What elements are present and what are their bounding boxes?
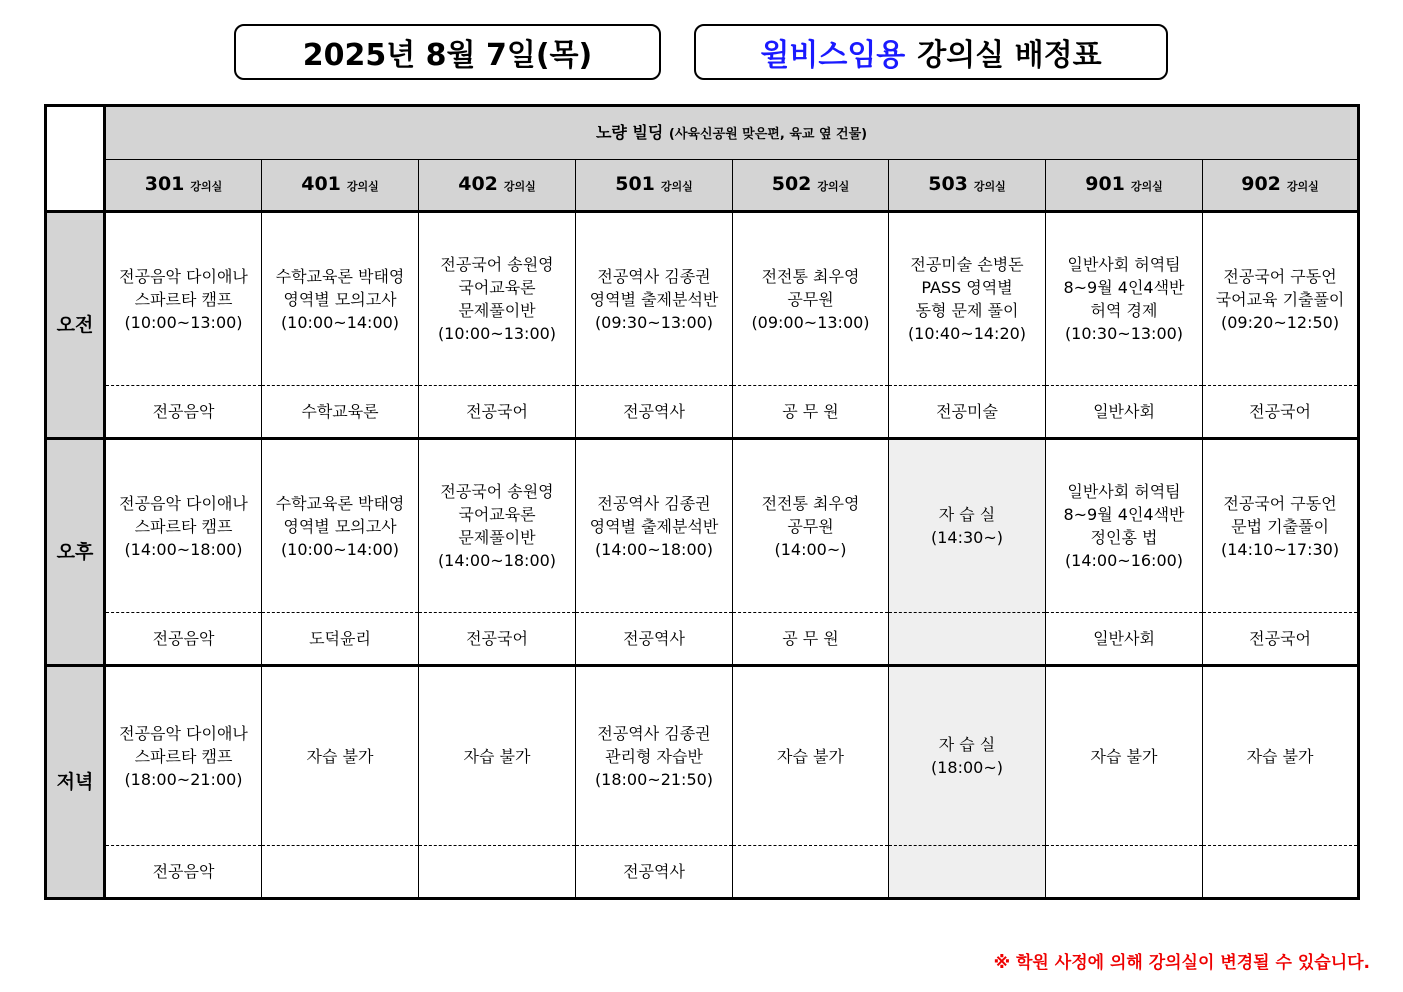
room-suffix: 강의실 [973, 179, 1006, 193]
subject-row [46, 846, 1359, 899]
room-suffix: 강의실 [817, 179, 850, 193]
building-note: (사육신공원 맞은편, 육교 옆 건물) [668, 126, 868, 142]
room-number: 502 [771, 172, 812, 195]
subject-cell-503 [889, 846, 1046, 899]
class-cell-301 [105, 666, 262, 846]
class-cell-902 [1203, 666, 1359, 846]
room-number: 402 [458, 172, 498, 195]
subject-cell-503: 전공미술 [889, 386, 1046, 439]
class-cell-901 [1046, 439, 1203, 613]
class-info-line: 전공국어 구동언 [1223, 266, 1337, 286]
subject-cell-301: 전공음악 [105, 846, 262, 899]
class-info-line: (14:30~) [931, 528, 1003, 547]
room-number: 401 [301, 172, 341, 195]
class-row [46, 439, 1359, 613]
class-info-line: 정인홍 법 [1090, 528, 1158, 547]
building-header [105, 106, 1359, 160]
class-info-line: (09:30~13:00) [594, 312, 714, 332]
subject-cell-901: 일반사회 [1046, 613, 1203, 666]
class-info-line: 영역별 모의고사 [283, 516, 397, 536]
subject-cell-902 [1203, 846, 1359, 899]
date-title-box [234, 24, 661, 80]
subject-cell-501: 전공역사 [576, 613, 733, 666]
class-info-line: 자 습 실 [938, 505, 996, 524]
class-info-line: 스파르타 캠프 [134, 516, 233, 536]
class-info-line: 공무원 [787, 289, 834, 309]
subject-cell-402: 전공국어 [419, 613, 576, 666]
subject-row [46, 613, 1359, 666]
class-info-line: 전공역사 김종권 [597, 723, 711, 743]
class-info-line: (18:00~) [931, 758, 1003, 777]
room-suffix: 강의실 [1130, 179, 1163, 193]
room-suffix: 강의실 [346, 179, 379, 193]
class-cell-503 [889, 439, 1046, 613]
subject-cell-301: 전공음악 [105, 613, 262, 666]
class-info-line: (18:00~21:50) [594, 769, 714, 789]
class-info-line: 전공미술 손병돈 [910, 255, 1024, 274]
room-number: 503 [928, 172, 968, 195]
class-info-line: 관리형 자습반 [605, 746, 703, 766]
class-info-line: (14:00~18:00) [124, 539, 243, 559]
class-cell-301 [105, 212, 262, 386]
period-label: 오전 [46, 212, 105, 439]
main-title-box [694, 24, 1168, 80]
subject-cell-501: 전공역사 [576, 386, 733, 439]
room-suffix: 강의실 [660, 179, 693, 193]
class-cell-401 [262, 666, 419, 846]
class-info-line: 자 습 실 [938, 735, 996, 754]
room-header-503 [889, 160, 1046, 212]
class-info-line: 자습 불가 [1090, 746, 1158, 766]
class-info-line: (10:00~14:00) [280, 539, 400, 559]
class-info-line: (14:10~17:30) [1220, 539, 1340, 559]
subject-row [46, 386, 1359, 439]
date-title: 2025년 8월 7일(목) [302, 38, 593, 73]
class-info-line: (10:40~14:20) [907, 324, 1027, 343]
class-info-line: (10:00~13:00) [437, 324, 557, 343]
room-suffix: 강의실 [503, 179, 536, 193]
subject-cell-502: 공 무 원 [733, 386, 889, 439]
class-info-line: (18:00~21:00) [124, 769, 243, 789]
class-info-line: 일반사회 허역팀 [1067, 482, 1181, 501]
brand-name: 윌비스임용 [760, 38, 906, 73]
class-row [46, 666, 1359, 846]
subject-cell-402: 전공국어 [419, 386, 576, 439]
class-cell-902 [1203, 439, 1359, 613]
room-header-402 [419, 160, 576, 212]
subject-cell-501: 전공역사 [576, 846, 733, 899]
class-info-line: 전공역사 김종권 [597, 266, 711, 286]
class-info-line: 자습 불가 [1246, 746, 1314, 766]
class-cell-401 [262, 212, 419, 386]
class-info-line: (09:20~12:50) [1220, 312, 1340, 332]
room-header-901 [1046, 160, 1203, 212]
building-name: 노량 빌딩 [595, 122, 664, 142]
class-info-line: (14:00~16:00) [1064, 551, 1184, 570]
class-cell-402 [419, 212, 576, 386]
class-info-line: 자습 불가 [777, 746, 844, 766]
subject-cell-901: 일반사회 [1046, 386, 1203, 439]
room-header-501 [576, 160, 733, 212]
class-info-line: 스파르타 캠프 [134, 289, 233, 309]
class-info-line: 일반사회 허역팀 [1067, 255, 1181, 274]
class-info-line: 전공음악 다이애나 [119, 493, 248, 513]
room-suffix: 강의실 [190, 179, 223, 193]
page-title: 강의실 배정표 [917, 38, 1102, 73]
class-info-line: 영역별 출제분석반 [589, 516, 719, 536]
class-info-line: (10:00~13:00) [124, 312, 243, 332]
class-info-line: 전공국어 송원영 [440, 482, 554, 501]
class-info-line: 8~9월 4인4색반 [1063, 505, 1185, 524]
class-info-line: 문법 기출풀이 [1231, 516, 1329, 536]
room-number: 301 [144, 172, 185, 195]
class-info-line: 자습 불가 [306, 746, 374, 766]
class-info-line: (09:00~13:00) [751, 312, 870, 332]
subject-cell-301: 전공음악 [105, 386, 262, 439]
class-cell-502 [733, 439, 889, 613]
subject-cell-401: 도덕윤리 [262, 613, 419, 666]
room-header-902 [1203, 160, 1359, 212]
class-info-line: 전공음악 다이애나 [119, 266, 248, 286]
class-info-line: 수학교육론 박태영 [275, 493, 405, 513]
room-number: 901 [1085, 172, 1125, 195]
class-cell-503 [889, 212, 1046, 386]
class-info-line: 국어교육론 [458, 278, 536, 297]
period-label: 저녁 [46, 666, 105, 899]
class-info-line: 수학교육론 박태영 [275, 266, 405, 286]
class-cell-502 [733, 666, 889, 846]
class-cell-402 [419, 666, 576, 846]
class-info-line: 영역별 출제분석반 [589, 289, 719, 309]
class-cell-901 [1046, 212, 1203, 386]
room-suffix: 강의실 [1286, 179, 1319, 193]
subject-cell-401 [262, 846, 419, 899]
class-info-line: (14:00~18:00) [437, 551, 557, 570]
period-label: 오후 [46, 439, 105, 666]
class-cell-501 [576, 439, 733, 613]
class-info-line: 전전통 최우영 [761, 266, 860, 286]
change-notice: ※ 학원 사정에 의해 강의실이 변경될 수 있습니다. [993, 953, 1370, 973]
subject-cell-902: 전공국어 [1203, 613, 1359, 666]
class-cell-503 [889, 666, 1046, 846]
class-info-line: 전공역사 김종권 [597, 493, 711, 513]
class-info-line: 국어교육 기출풀이 [1215, 289, 1345, 309]
classroom-schedule-table [44, 104, 1360, 900]
class-info-line: 공무원 [787, 516, 834, 536]
subject-cell-502: 공 무 원 [733, 613, 889, 666]
class-info-line: (14:00~18:00) [594, 539, 714, 559]
class-info-line: 전공음악 다이애나 [119, 723, 248, 743]
subject-cell-901 [1046, 846, 1203, 899]
subject-cell-503 [889, 613, 1046, 666]
class-info-line: 국어교육론 [458, 505, 536, 524]
room-header-301 [105, 160, 262, 212]
subject-cell-401: 수학교육론 [262, 386, 419, 439]
room-header-502 [733, 160, 889, 212]
room-number: 501 [615, 172, 655, 195]
class-info-line: 영역별 모의고사 [283, 289, 397, 309]
class-cell-402 [419, 439, 576, 613]
class-info-line: 전공국어 구동언 [1223, 493, 1337, 513]
class-info-line: (10:30~13:00) [1064, 324, 1184, 343]
class-row [46, 212, 1359, 386]
class-info-line: 스파르타 캠프 [134, 746, 233, 766]
class-info-line: 문제풀이반 [458, 301, 536, 320]
class-info-line: 허역 경제 [1090, 301, 1158, 320]
subject-cell-402 [419, 846, 576, 899]
class-info-line: 전전통 최우영 [761, 493, 860, 513]
class-cell-501 [576, 212, 733, 386]
room-number: 902 [1241, 172, 1281, 195]
class-info-line: (14:00~) [774, 539, 847, 559]
class-info-line: 8~9월 4인4색반 [1063, 278, 1185, 297]
room-header-401 [262, 160, 419, 212]
subject-cell-502 [733, 846, 889, 899]
class-info-line: PASS 영역별 [921, 278, 1013, 297]
class-info-line: 자습 불가 [463, 746, 531, 766]
class-cell-502 [733, 212, 889, 386]
class-cell-902 [1203, 212, 1359, 386]
room-header-row [46, 160, 1359, 212]
class-cell-901 [1046, 666, 1203, 846]
class-info-line: 문제풀이반 [458, 528, 536, 547]
class-info-line: (10:00~14:00) [280, 312, 400, 332]
class-info-line: 동형 문제 풀이 [915, 301, 1019, 320]
subject-cell-902: 전공국어 [1203, 386, 1359, 439]
class-cell-401 [262, 439, 419, 613]
corner-cell [46, 106, 105, 212]
class-info-line: 전공국어 송원영 [440, 255, 554, 274]
class-cell-501 [576, 666, 733, 846]
class-cell-301 [105, 439, 262, 613]
